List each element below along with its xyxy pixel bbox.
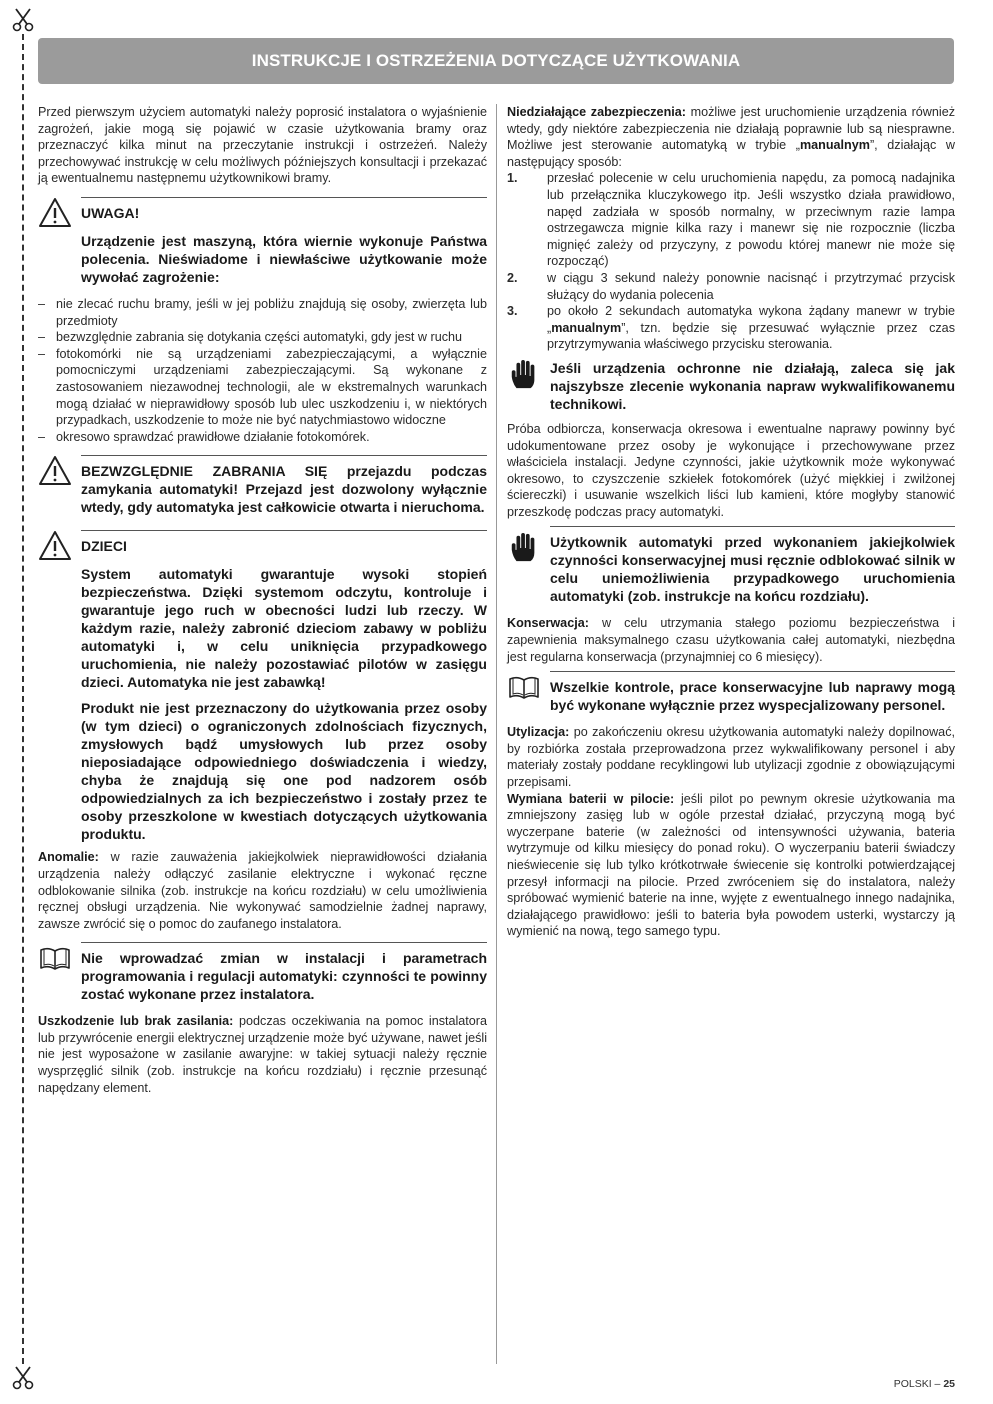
note-rule <box>550 526 955 527</box>
paragraph-text: jeśli pilot po pewnym okresie użytkowania ma zmniejszony zasięg lub w ogóle przestał działać, przyczyną mogą być wyczerpane baterie (w zależności od intensywności używania, bateria wytrzymuje od kilku miesięcy do ponad roku). O wyczerpaniu baterii świadczy nieświecenie się lub tylko krótkotrwałe świecenie się kontrolki potwierdzającej przesył informacji na pilocie. Przed zwróceniem się do instalatora, należy spróbować wymienić baterie na inne, wyjęte z ewentualnego innego nadajnika, działającego prawidłowo: jeśli to bateria była powodem usterki, wystarczy ją wymienić na nową, tego samego typu. <box>507 791 955 939</box>
warning-zakaz <box>38 455 487 516</box>
paragraph-text: w razie zauważenia jakiejkolwiek nieprawidłowości działania urządzenia należy odłączyć zasilanie elektryczne i wykonać ręczne odblokowanie silnika (zob. instrukcje na końcu rozdziału) w celu umożliwienia ręcznej obsługi urządzenia. Nie wykonywać samodzielnie żadnej naprawy, zawsze zwrócić się o pomoc do zaufanego instalatora. <box>38 850 487 931</box>
step-text: ”, tzn. będzie się przesuwać wyłącznie przez czas przytrzymywania właściwego przycisku sterowania. <box>547 320 955 352</box>
hand-stop-icon <box>507 532 541 564</box>
hand-stop-icon <box>507 359 541 391</box>
zasilanie-paragraph <box>38 1013 487 1096</box>
warning-title: DZIECI <box>81 538 127 555</box>
paragraph-label: Niedziałające zabezpieczenia: <box>507 105 686 119</box>
intro-paragraph: Przed pierwszym użyciem automatyki należy poprosić instalatora o wyjaśnienie zagrożeń, jakie mogą się pojawić w czasie użytkowania bramy oraz przeznaczyć kilka minut na przeczytanie instrukcji i ostrzeżeń. Należy przechowywać instrukcję w celu możliwych późniejszych konsultacji i przekazać ją ewentualnemu następnemu użytkownikowi bramy. <box>38 105 487 186</box>
list-item: – okresowo sprawdzać prawidłowe działanie fotokomórek. <box>38 429 487 446</box>
paragraph-text: po zakończeniu okresu użytkowania automatyki należy dopilnować, by rozbiórka została przeprowadzona przez wykwalifikowany personel i aby materiały zostały poddane recyklingowi lub utylizacji zgodnie z obowiązującymi przepisami. <box>507 725 955 790</box>
left-column <box>38 104 487 1096</box>
book-icon <box>507 671 541 703</box>
warning-body: System automatyki gwarantuje wysoki stopień bezpieczeństwa. Dzięki systemom odczytu, kontroluje i gwarantuje jego ruch w obecności ludzi lub rzeczy. W każdym razie, należy zabronić dzieciom zabawy w pobliżu automatyki i, w celu uniknięcia przypadkowego uruchomienia, nie należy pozostawiać pilotów w zasięgu dzieci. Automatyka nie jest zabawką! <box>81 566 487 691</box>
paragraph-text: ”, działając w następujący sposób: <box>507 138 956 169</box>
warning-rule <box>81 455 487 456</box>
proba-paragraph: Próba odbiorcza, konserwacja okresowa i ewentualne naprawy powinny być udokumentowane przez osoby je wykonujące i przechowywane przez właściciela instalacji. Jedyne czynności, jakie użytkownik może wykonywać okresowo, to czyszczenie szkiełek fotokomórek (użyć miękkiej i zwilżonej ściereczki) i usuwanie wszelkich liści lub kamieni, które mogłyby stanowić przeszkodę podczas pracy automatyki. <box>507 421 955 519</box>
step-number: 2. <box>507 270 518 285</box>
scissors-icon <box>10 6 36 32</box>
cut-line <box>22 34 24 1364</box>
warning-body: Urządzenie jest maszyną, która wiernie wykonuje Państwa polecenia. Nieświadome i niewłaściwe użytkowanie może wywołać zagrożenie: <box>81 232 487 285</box>
column-divider <box>496 104 497 1364</box>
niedzialajace-paragraph <box>507 104 955 170</box>
paragraph-text: możliwe jest uruchomienie urządzenia również wtedy, gdy niektóre zabezpieczenia nie działają poprawnie lub są niesprawne. Możliwe jest sterowanie automatyką w trybie „ <box>507 105 955 153</box>
paragraph-label: Wymiana baterii w pilocie: <box>507 791 675 806</box>
note-naprawy <box>507 359 955 413</box>
step-text: po około 2 sekundach automatyka wykona żądany manewr w trybie „ <box>547 304 955 335</box>
warning-body: BEZWZGLĘDNIE ZABRANIA SIĘ przejazdu podczas zamykania automatyki! Przejazd jest dozwolony wyłącznie wtedy, gdy automatyka jest całkowicie otwarta i nieruchoma. <box>81 463 487 516</box>
utylizacja-paragraph <box>507 724 955 790</box>
note-body: Użytkownik automatyki przed wykonaniem jakiejkolwiek czynności konserwacyjnej musi ręcznie odblokować silnik w celu uniemożliwienia przypadkowego uruchomienia automatyki (zob. instrukcje na końcu rozdziału). <box>550 534 955 605</box>
right-column <box>507 104 955 940</box>
warning-title: UWAGA! <box>81 204 140 221</box>
footer-language: POLSKI – <box>893 1378 944 1390</box>
paragraph-label: Anomalie: <box>38 850 99 865</box>
anomalie-paragraph <box>38 849 487 932</box>
section-title: INSTRUKCJE I OSTRZEŻENIA DOTYCZĄCE UŻYTKOWANIA <box>251 51 741 70</box>
paragraph-label: Utylizacja: <box>507 725 570 740</box>
page-number: 25 <box>943 1378 955 1390</box>
section-header <box>38 38 954 84</box>
step-text: przesłać polecenie w celu uruchomienia napędu, za pomocą nadajnika lub przełącznika kluczykowego itp. Jeśli wszystko działa prawidłowo, napęd zadziała w sposób normalny, w przeciwnym razie lampa ostrzegawcza mignie kilka razy i manewr się nie rozpocznie (liczba mignięć zależy od przyczyny, z powodu której manewr nie może się rozpocząć) <box>547 171 955 269</box>
note-nie-zmieniac <box>38 942 487 1003</box>
list-item <box>507 270 955 303</box>
konserwacja-paragraph <box>507 615 955 665</box>
warning-body: Produkt nie jest przeznaczony do użytkowania przez osoby (w tym dzieci) o ograniczonych zdolnościach fizycznych, zmysłowych bądź umysłowych lub przez osoby nieposiadające odpowiedniego doświadczenia i wiedzy, chyba że znajdują się one pod nadzorem osób odpowiedzialnych za ich bezpieczeństwo i zostały przez te osoby przeszkolone w kwestiach dotyczących użytkowania produktu. <box>81 700 487 843</box>
note-rule <box>550 671 955 672</box>
paragraph-label: Uszkodzenie lub brak zasilania: <box>38 1014 234 1029</box>
note-body: Nie wprowadzać zmian w instalacji i parametrach programowania i regulacji automatyki: czynności te powinny zostać wykonane przez instalatora. <box>81 950 487 1003</box>
book-icon <box>38 942 72 974</box>
list-item <box>507 303 955 353</box>
page-footer <box>894 1378 955 1390</box>
warning-dzieci <box>38 530 487 843</box>
step-number: 3. <box>507 304 518 319</box>
warning-triangle-icon <box>38 530 72 562</box>
list-item: – nie zlecać ruchu bramy, jeśli w jej pobliżu znajdują się osoby, zwierzęta lub przedmioty <box>38 296 487 329</box>
warning-rule <box>81 530 487 531</box>
warning-rule <box>81 197 487 198</box>
note-body: Jeśli urządzenia ochronne nie działają, zaleca się jak najszybsze zlecenie wykonania napraw wykwalifikowanemu technikowi. <box>550 359 955 412</box>
list-item: – bezwzględnie zabrania się dotykania części automatyki, gdy jest w ruchu <box>38 329 487 346</box>
steps-list <box>507 170 955 353</box>
list-item: – fotokomórki nie są urządzeniami zabezpieczającymi, a wyłącznie pomocniczymi urządzeniami zabezpieczającymi. Są wykonane z zastosowaniem niezawodnej technologii, ale w ekstremalnych warunkach mogą działać w nieprawidłowy sposób lub ulec uszkodzeniu i, w niektórych przypadkach, uszkodzenie to może nie być natychmiastowo widoczne <box>38 346 487 429</box>
scissors-icon <box>10 1364 36 1390</box>
paragraph-text: podczas oczekiwania na pomoc instalatora lub przywrócenie energii elektrycznej urządzenie może być używane, nawet jeśli nie jest wyposażone w zasilanie awaryjne: w takiej sytuacji należy ręcznie wysprzęglić silnik (zob. instrukcje na końcu rozdziału) i ręcznie przesunąć napędzany element. <box>38 1014 487 1095</box>
list-item <box>507 170 955 270</box>
step-text: w ciągu 3 sekund należy ponownie nacisnąć i przytrzymać przycisk służący do wydania polecenia <box>547 270 955 302</box>
warning-uwaga <box>38 197 487 286</box>
step-emphasis: manualnym <box>551 320 622 335</box>
warning-triangle-icon <box>38 197 72 229</box>
note-odblokowac <box>507 526 955 605</box>
paragraph-label: Konserwacja: <box>507 616 589 631</box>
note-kontrole <box>507 671 955 714</box>
step-number: 1. <box>507 171 518 186</box>
baterie-paragraph <box>507 791 955 940</box>
note-body: Wszelkie kontrole, prace konserwacyjne lub naprawy mogą być wykonane wyłącznie przez wyspecjalizowany personel. <box>550 679 955 714</box>
warning-list <box>38 296 487 445</box>
paragraph-text: w celu utrzymania stałego poziomu bezpieczeństwa i zapewnienia maksymalnego czasu użytkowania całej automatyki, niezbędna jest regularna konserwacja (przynajmniej co 6 miesięcy). <box>507 616 955 664</box>
paragraph-emphasis: manualnym <box>799 138 870 153</box>
warning-triangle-icon <box>38 455 72 487</box>
note-rule <box>81 942 487 943</box>
